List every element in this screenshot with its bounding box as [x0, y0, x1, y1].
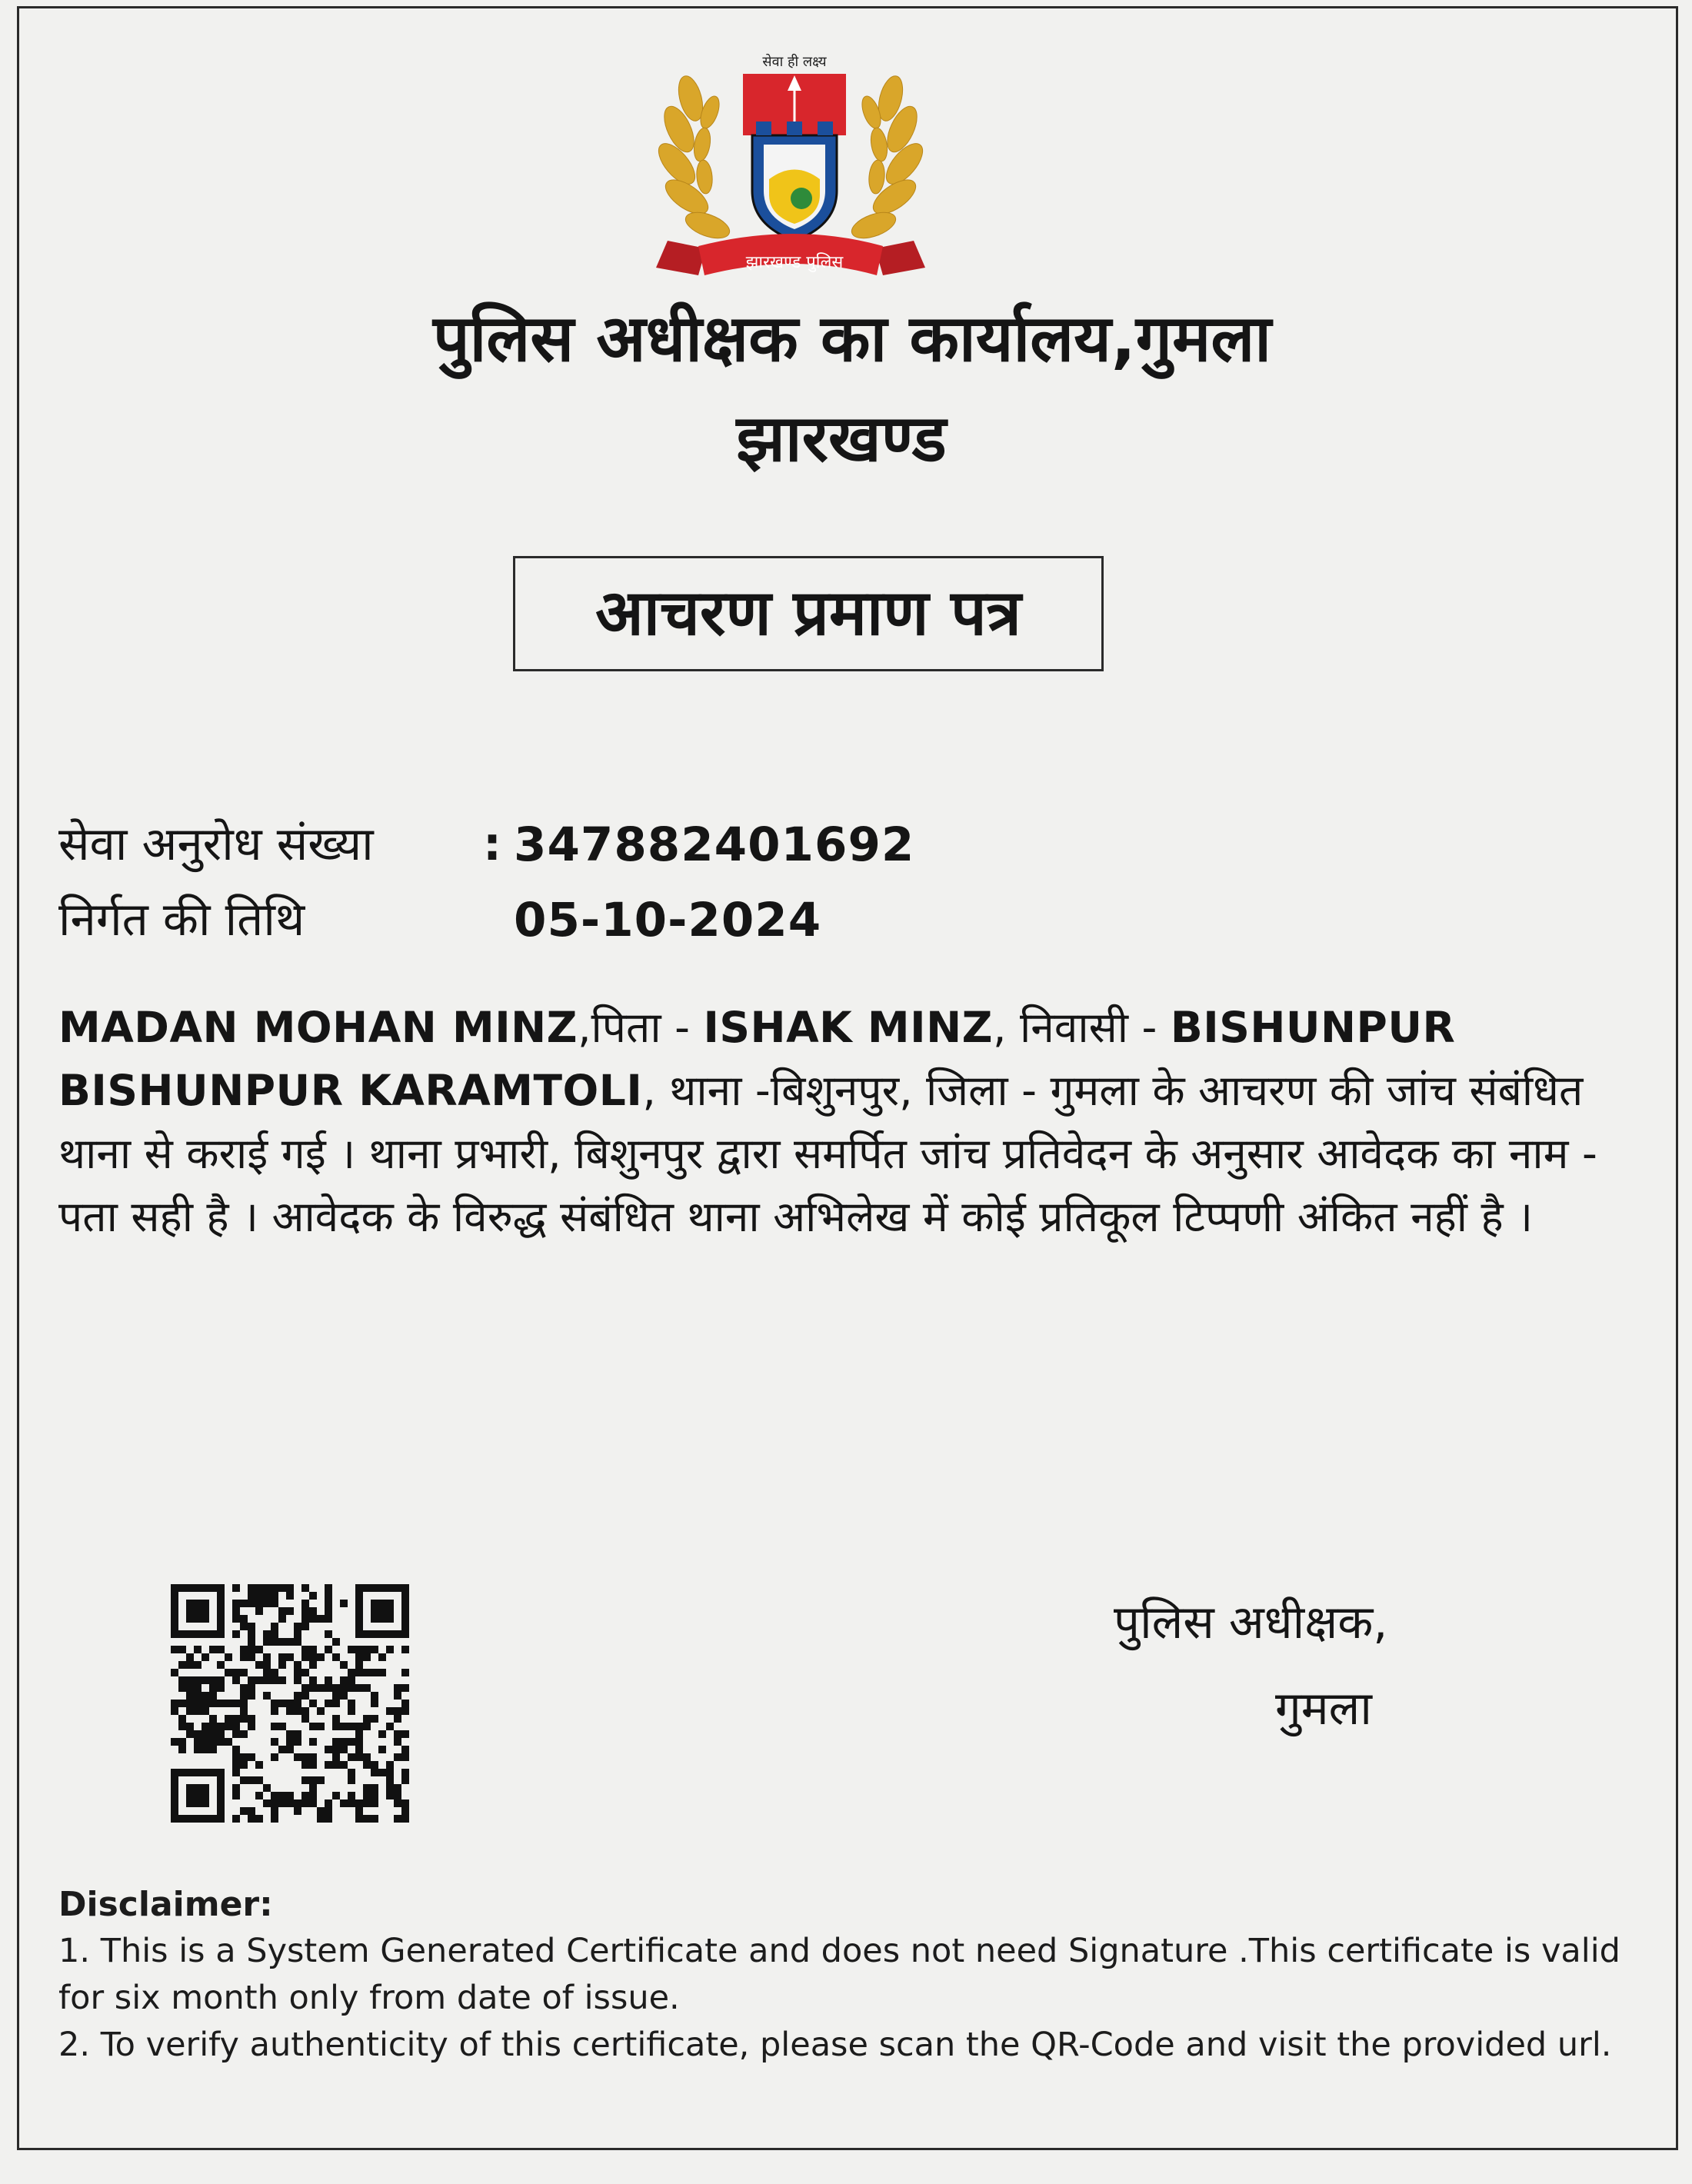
- certificate-title-box: [513, 556, 1104, 671]
- father-name: ISHAK MINZ: [703, 1003, 994, 1052]
- residence-label: , निवासी -: [993, 1003, 1171, 1052]
- issue-date-label: निर्गत की तिथि: [58, 893, 305, 947]
- office-title-line1: पुलिस अधीक्षक का कार्यालय,गुमला: [432, 301, 1272, 376]
- disclaimer: [58, 1881, 1635, 2069]
- emblem-ribbon-text: झारखण्ड पुलिस: [745, 253, 844, 272]
- applicant-address: BISHUNPUR BISHUNPUR KARAMTOLI: [58, 1003, 1456, 1115]
- authority-designation: पुलिस अधीक्षक,: [1114, 1596, 1388, 1650]
- issue-date-value: 05-10-2024: [514, 893, 822, 947]
- verification-qr-code[interactable]: [171, 1584, 409, 1823]
- disclaimer-heading: Disclaimer:: [58, 1885, 273, 1924]
- disclaimer-item-1: 1. This is a System Generated Certificate and does not need Signature .This certificate is valid for six month only from date of issue.: [58, 1932, 1620, 2017]
- applicant-name: MADAN MOHAN MINZ: [58, 1003, 578, 1052]
- disclaimer-item-2: 2. To verify authenticity of this certificate, please scan the QR-Code and visit the provided url.: [58, 2026, 1612, 2064]
- wreath-left: [652, 73, 733, 243]
- father-label: ,पिता -: [578, 1003, 704, 1052]
- wreath-right: [848, 73, 929, 243]
- emblem-motto: सेवा ही लक्ष्य: [762, 54, 827, 70]
- emblem-ribbon: [656, 234, 925, 275]
- certificate-statement: , थाना -बिशुनपुर, जिला - गुमला के आचरण की जांच संबंधित थाना से कराई गई । थाना प्रभारी, बिशुनपुर द्वारा समर्पित जांच प्रतिवेदन के अनुसार आवेदक का नाम - पता सही है । आवेदक के विरुद्ध संबंधित थाना अभिलेख में कोई प्रतिकूल टिप्पणी अंकित नहीं है ।: [58, 1066, 1597, 1241]
- certificate-title: आचरण प्रमाण पत्र: [595, 577, 1021, 650]
- request-number-value: 347882401692: [514, 817, 915, 872]
- authority-district: गुमला: [1275, 1682, 1372, 1736]
- certificate-body: [58, 996, 1635, 1248]
- request-number-colon: :: [483, 817, 501, 871]
- office-title-line2: झारखण्ड: [736, 401, 947, 476]
- emblem-shield: [743, 74, 846, 241]
- request-number-label: सेवा अनुरोध संख्या: [58, 817, 374, 871]
- jharkhand-police-emblem: [637, 45, 944, 321]
